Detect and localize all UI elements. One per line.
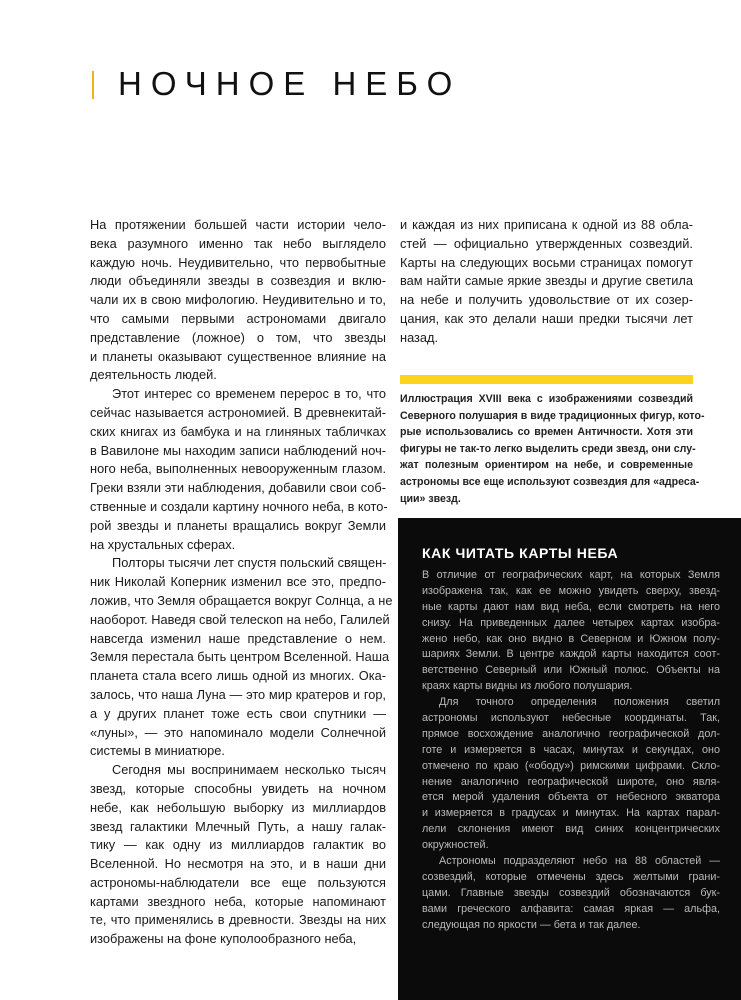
text-line: навсегда изменил наше представление о нем. xyxy=(90,630,386,646)
paragraph xyxy=(90,216,386,385)
right-column xyxy=(400,216,693,348)
text-line: небе, как небольшую выборку из миллиардов xyxy=(90,799,386,815)
title-accent-bar xyxy=(92,71,94,99)
text-line: и каждая из них приписана к одной из 88 обла- xyxy=(400,217,693,232)
text-line: Астрономы подразделяют небо на 88 областей — xyxy=(439,855,720,868)
text-line: Сегодня мы воспринимаем несколько тысяч xyxy=(112,762,386,778)
paragraph xyxy=(90,385,386,554)
text-line: на хрустальных сферах. xyxy=(90,536,236,552)
text-line: Полторы тысячи лет спустя польский священ- xyxy=(112,555,387,571)
text-line: вами греческого алфавита: самая яркая — альфа, xyxy=(422,902,720,915)
paragraph xyxy=(90,761,386,949)
text-line: Карты на следующих восьми страницах помогут xyxy=(400,254,693,270)
text-line: что самыми первыми астрономами двигало xyxy=(90,310,386,326)
text-line: Греки взяли эти наблюдения, добавили свои соб- xyxy=(90,480,386,496)
illustration-caption xyxy=(400,391,705,507)
text-line: готе и измеряется в часах, минутах и секундах, оно xyxy=(422,743,720,756)
text-line: астрономы-наблюдатели все еще пользуются xyxy=(90,874,386,890)
page-title: НОЧНОЕ НЕБО xyxy=(118,65,462,102)
caption-line: Северного полушария в виде традиционных фигур, кото- xyxy=(400,409,705,422)
text-line: цами. Главные звезды созвездий обозначаются бук- xyxy=(422,886,720,899)
text-line: картами звездного неба, которые напоминают xyxy=(90,893,386,909)
text-line: те, что применялись в древности. Звезды на них xyxy=(90,912,386,928)
text-line: звезд галактики Млечный Путь, а нашу галак- xyxy=(90,818,386,834)
text-line: На протяжении большей части истории чело- xyxy=(90,217,386,232)
caption-line: жат полезным ориентиром на небе, и современные xyxy=(400,459,693,472)
paragraph xyxy=(90,554,393,761)
text-line: жено небо, как оно видно в Северном и Южном полу- xyxy=(422,632,720,645)
text-line: шариях Земли. В центре каждой карты находится соот- xyxy=(422,648,720,661)
text-line: Вселенной. Но несмотря на это, и в наши дни xyxy=(90,856,386,872)
text-line: представление (ложное) о том, что звезды xyxy=(90,329,386,345)
text-line: ложив, что Земля обращается вокруг Солнца, а не xyxy=(90,592,393,608)
text-line: века разумного именно так небо выглядело xyxy=(90,235,386,251)
text-line: нение аналогично географической широте, оно явля- xyxy=(422,775,720,788)
text-line: Этот интерес со временем перерос в то, что xyxy=(112,386,386,402)
text-line: ного неба, выполненных невооруженным глазом. xyxy=(90,461,386,477)
text-line: Земля перестала быть центром Вселенной. Наша xyxy=(90,649,390,665)
caption-yellow-bar xyxy=(400,375,693,384)
paragraph xyxy=(422,854,720,933)
text-line: и измеряется в градусах и минутах. На картах парал- xyxy=(422,807,720,820)
text-line: залось, что наша Луна — это мир кратеров и гор, xyxy=(90,686,386,702)
sidebar-heading: КАК ЧИТАТЬ КАРТЫ НЕБА xyxy=(422,545,619,561)
text-line: отмечено по краю («ободу») римскими цифрами. Скло- xyxy=(422,759,720,772)
text-line: ник Николай Коперник изменил все это, предпо- xyxy=(90,574,386,590)
caption-line: Иллюстрация XVIII века с изображениями созвездий xyxy=(400,393,693,405)
caption-line: астрономы все еще используют созвездия для «адреса- xyxy=(400,475,700,488)
text-line: ется мерой удаления объекта от небесного экватора xyxy=(422,791,720,804)
text-line: изображена так, как ее можно увидеть сверху, звезд- xyxy=(422,584,720,597)
text-line: ные карты дают нам вид неба, если смотреть на него xyxy=(422,600,720,613)
paragraph xyxy=(400,216,693,348)
text-line: а у других планет тоже есть свои спутники — xyxy=(90,705,386,721)
text-line: люди объединяли звезды в созвездия и вклю- xyxy=(90,273,386,289)
caption-line: ции» звезд. xyxy=(400,492,461,505)
text-line: ственные и создали картину ночного неба, в кото- xyxy=(90,498,388,514)
text-line: «луны», — это напоминало модели Солнечной xyxy=(90,724,386,740)
text-line: цания, как это делали наши предки тысячи лет xyxy=(400,310,693,326)
sidebar-text xyxy=(422,568,720,933)
text-line: деятельность людей. xyxy=(90,367,217,383)
text-line: планета стала всего лишь одной из многих. Ока- xyxy=(90,668,386,684)
caption-line: фигуры не так-то легко выделить среди звезд, они слу- xyxy=(400,442,696,455)
text-line: изображены на фоне куполообразного неба, xyxy=(90,931,357,947)
text-line: лели склонения имеют вид синих концентрических xyxy=(422,823,720,836)
text-line: созвездий, которые отмечены здесь желтыми грани- xyxy=(422,870,720,883)
left-column xyxy=(90,216,393,949)
text-line: следующая по яркости — бета и так далее. xyxy=(422,918,641,931)
caption-line: рые использовались со времен Античности. Хотя эти xyxy=(400,426,693,439)
text-line: сейчас называется астрономией. В древнекитай- xyxy=(90,404,386,420)
text-line: назад. xyxy=(400,329,439,345)
text-line: В отличие от географических карт, на которых Земля xyxy=(422,569,720,581)
text-line: рой звезды и планеты вращались вокруг Земли xyxy=(90,517,386,533)
text-line: и планеты оказывают существенное влияние на xyxy=(90,348,386,364)
text-line: каждую ночь. Неудивительно, что первобытные xyxy=(90,254,386,270)
text-line: ских книгах из бамбука и на глиняных табличках xyxy=(90,423,386,439)
text-line: звезд, которые способны увидеть на ночном xyxy=(90,780,386,796)
text-line: тику — как одну из миллиардов галактик во xyxy=(90,837,386,853)
text-line: снизу. На приведенных далее четырех картах изобра- xyxy=(422,616,720,629)
text-line: окружностей. xyxy=(422,839,489,852)
text-line: краях карты видны из любого полушария. xyxy=(422,680,633,693)
paragraph xyxy=(422,695,720,854)
text-line: наоборот. Наведя свой телескоп на небо, Галилей xyxy=(90,611,390,627)
text-line: стей — официально утвержденных созвездий. xyxy=(400,235,693,251)
paragraph xyxy=(422,568,720,695)
text-line: Для точного определения положения светил xyxy=(439,696,720,709)
text-line: астрономы используют небесные координаты. Так, xyxy=(422,712,720,725)
text-line: системы в миниатюре. xyxy=(90,743,225,759)
text-line: на небе и получить удовольствие от их созер- xyxy=(400,292,693,308)
text-line: прямое восхождение аналогично географической дол- xyxy=(422,727,720,740)
text-line: чали их в свою мифологию. Неудивительно и то, xyxy=(90,292,386,308)
text-line: ветственно Северный или Южный полюс. Объекты на xyxy=(422,664,720,677)
text-line: вам найти самые яркие звезды и другие светила xyxy=(400,273,693,289)
text-line: в Вавилоне мы находим записи наблюдений ноч- xyxy=(90,442,386,458)
